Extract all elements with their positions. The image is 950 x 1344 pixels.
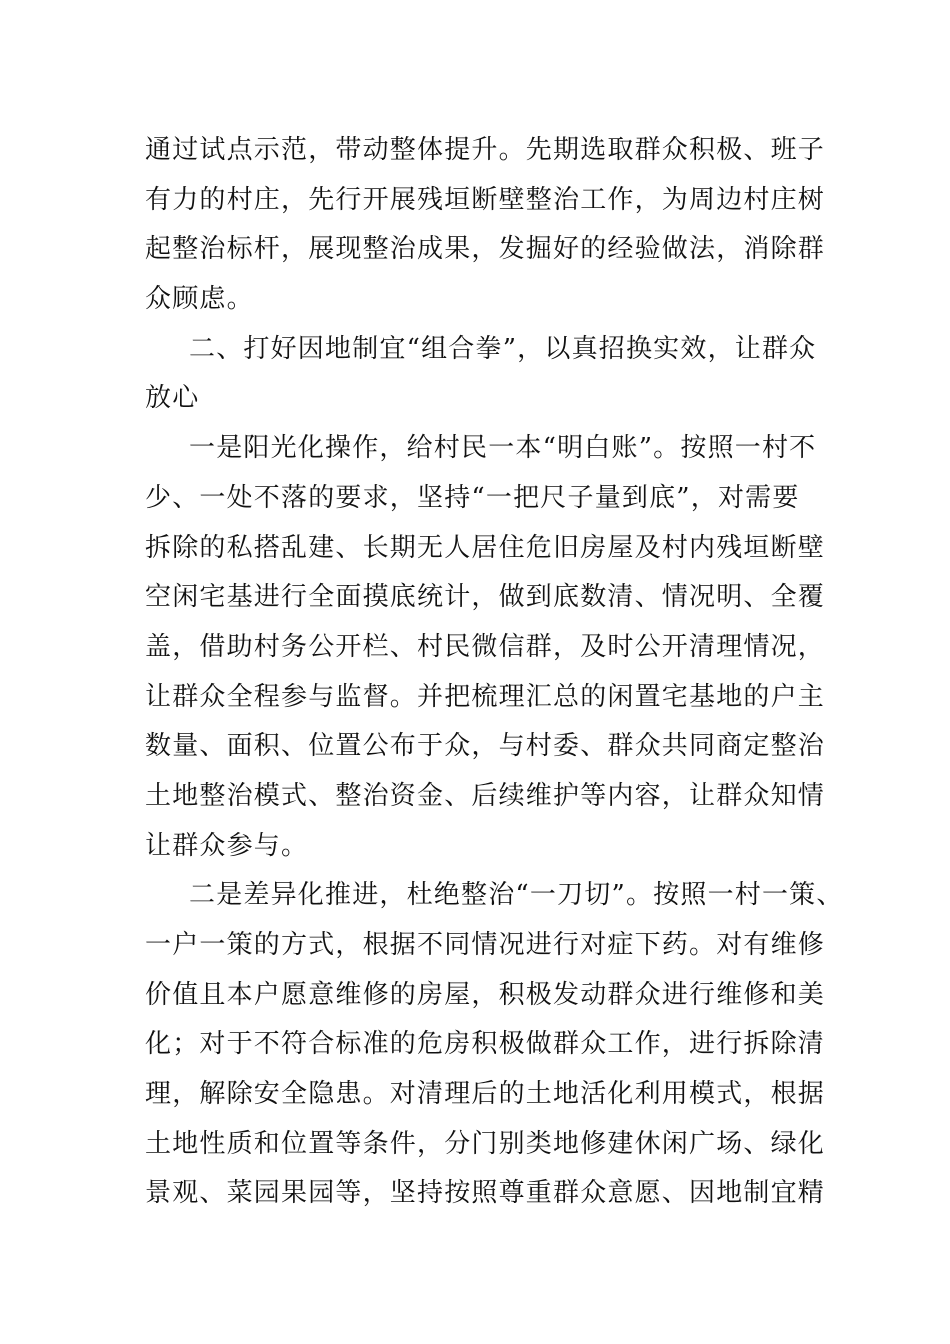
text-line: 少、一处不落的要求，坚持“一把尺子量到底”，对需要 — [145, 482, 800, 513]
text-line: 拆除的私搭乱建、长期无人居住危旧房屋及村内残垣断壁 — [145, 532, 826, 563]
text-line: 起整治标杆，展现整治成果，发掘好的经验做法，消除群 — [145, 234, 826, 265]
text-line: 有力的村庄，先行开展残垣断壁整治工作，为周边村庄树 — [145, 184, 826, 215]
document-body — [145, 126, 844, 1219]
text-line: 景观、菜园果园等，坚持按照尊重群众意愿、因地制宜精 — [145, 1178, 826, 1209]
text-line: 一户一策的方式，根据不同情况进行对症下药。对有维修 — [145, 930, 826, 960]
text-line: 土地整治模式、整治资金、后续维护等内容，让群众知情 — [145, 780, 826, 811]
text-line: 众顾虑。 — [145, 284, 254, 315]
section-heading: 二、打好因地制宜“组合拳”，以真招换实效，让群众 — [189, 333, 817, 364]
paragraph-start: 二是差异化推进，杜绝整治“一刀切”。按照一村一策、 — [189, 880, 844, 911]
text-line: 通过试点示范，带动整体提升。先期选取群众积极、班子 — [145, 135, 826, 165]
section-heading-continuation: 放心 — [145, 383, 200, 414]
text-line: 数量、面积、位置公布于众，与村委、群众共同商定整治 — [145, 731, 826, 762]
text-line: 化；对于不符合标准的危房积极做群众工作，进行拆除清 — [145, 1029, 826, 1060]
text-line: 让群众全程参与监督。并把梳理汇总的闲置宅基地的户主 — [145, 681, 826, 712]
text-line: 理，解除安全隐患。对清理后的土地活化利用模式，根据 — [145, 1079, 826, 1110]
paragraph-start: 一是阳光化操作，给村民一本“明白账”。按照一村不 — [189, 433, 817, 464]
text-line: 空闲宅基进行全面摸底统计，做到底数清、情况明、全覆 — [145, 582, 826, 613]
text-line: 盖，借助村务公开栏、村民微信群，及时公开清理情况， — [145, 631, 826, 662]
text-line: 土地性质和位置等条件，分门别类地修建休闲广场、绿化 — [145, 1128, 826, 1159]
text-line: 让群众参与。 — [145, 830, 309, 861]
text-line: 价值且本户愿意维修的房屋，积极发动群众进行维修和美 — [145, 979, 826, 1010]
